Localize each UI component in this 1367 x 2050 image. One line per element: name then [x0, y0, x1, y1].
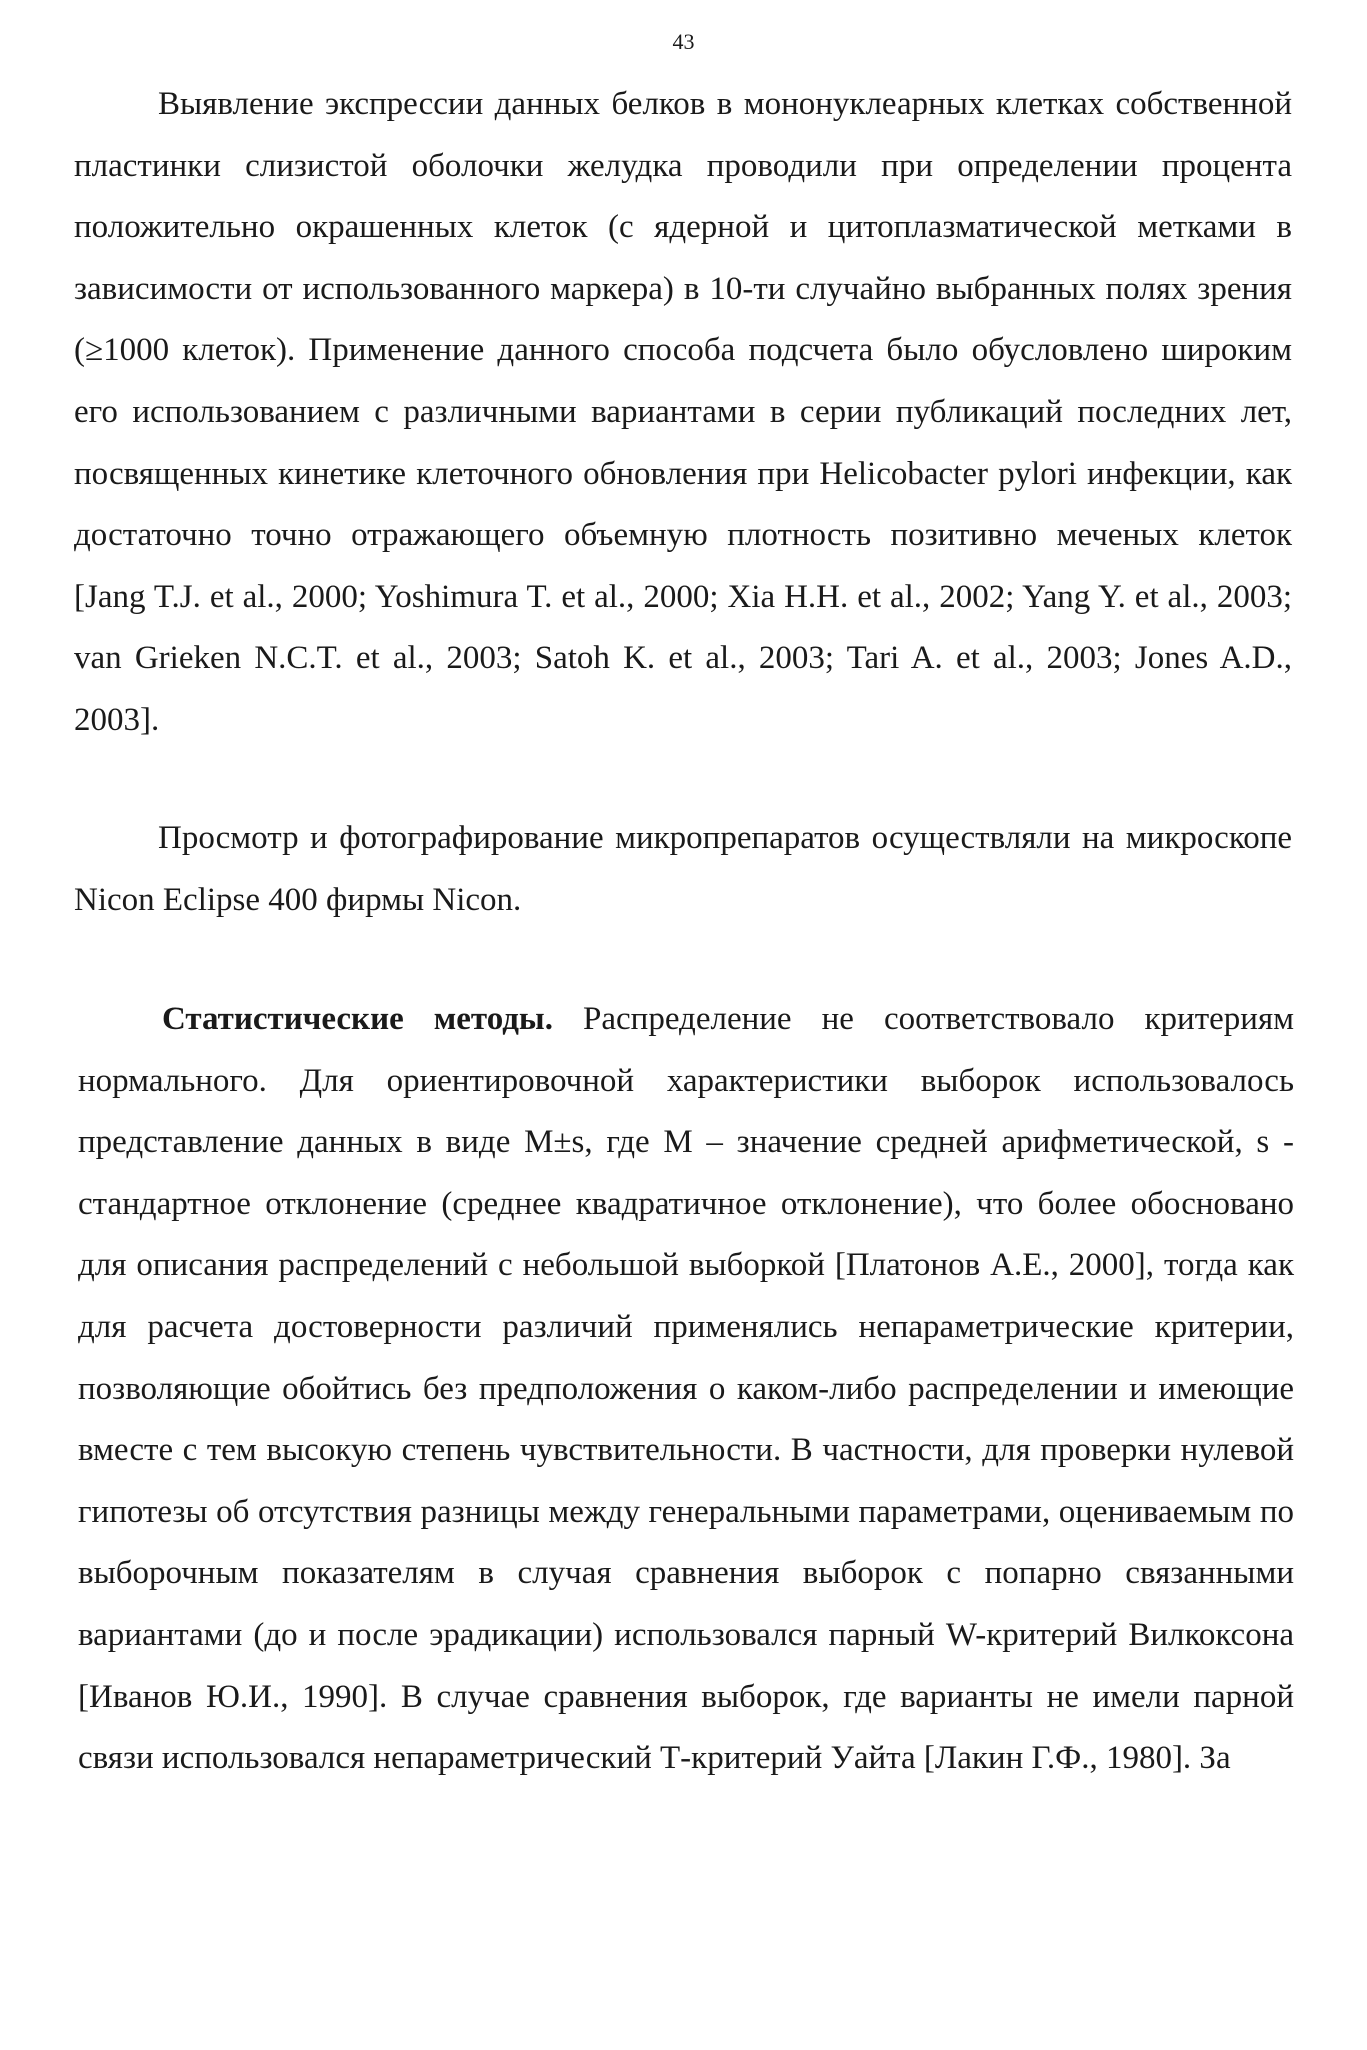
paragraph-text: Распределение не соответствовало критериям нормального. Для ориентировочной характеристики выборок использовалось представление данных в виде M±s, где М – значение средней арифметической, s - стандартное отклонение (среднее квадратичное отклонение), что более обосновано для описания распределений с небольшой выборкой [Платонов А.Е., 2000], тогда как для расчета достоверности различий применялись непараметрические критерии, позволяющие обойтись без предположения о каком-либо распределении и имеющие вместе с тем высокую степень чувствительности. В частности, для проверки нулевой гипотезы об отсутствия разницы между генеральными параметрами, оцениваемым по выборочным показателям в случая сравнения выборок с попарно связанными вариантами (до и после эрадикации) использовался парный W-критерий Вилкоксона [Иванов Ю.И., 1990]. В случае сравнения выборок, где варианты не имели парной связи использовался непараметрический Т-критерий Уайта [Лакин Г.Ф., 1980]. За [78, 1001, 1294, 1777]
paragraph-text: Просмотр и фотографирование микропрепаратов осуществляли на микроскопе Nicon Eclipse 400 фирмы Nicon. [74, 820, 1292, 918]
section-heading: Статистические методы. [162, 1001, 553, 1037]
paragraph-statistical-methods [78, 989, 1294, 1790]
paragraph-body [78, 989, 1294, 1790]
paragraph-text: Выявление экспрессии данных белков в мононуклеарных клетках собственной пластинки слизистой оболочки желудка проводили при определении процента положительно окрашенных клеток (с ядерной и цитоплазматической метками в зависимости от использованного маркера) в 10-ти случайно выбранных полях зрения (≥1000 клеток). Применение данного способа подсчета было обусловлено широким его использованием с различными вариантами в серии публикаций последних лет, посвященных кинетике клеточного обновления при Helicobacter pylori инфекции, как достаточно точно отражающего объемную плотность позитивно меченых клеток [Jang T.J. et al., 2000; Yoshimura T. et al., 2000; Xia H.H. et al., 2002; Yang Y. et al., 2003; van Grieken N.C.T. et al., 2003; Satoh K. et al., 2003; Tari A. et al., 2003; Jones A.D., 2003]. [74, 86, 1292, 738]
paragraph-microscopy [74, 808, 1292, 931]
paragraph-protein-expression [74, 74, 1292, 752]
page-number: 43 [672, 29, 695, 54]
